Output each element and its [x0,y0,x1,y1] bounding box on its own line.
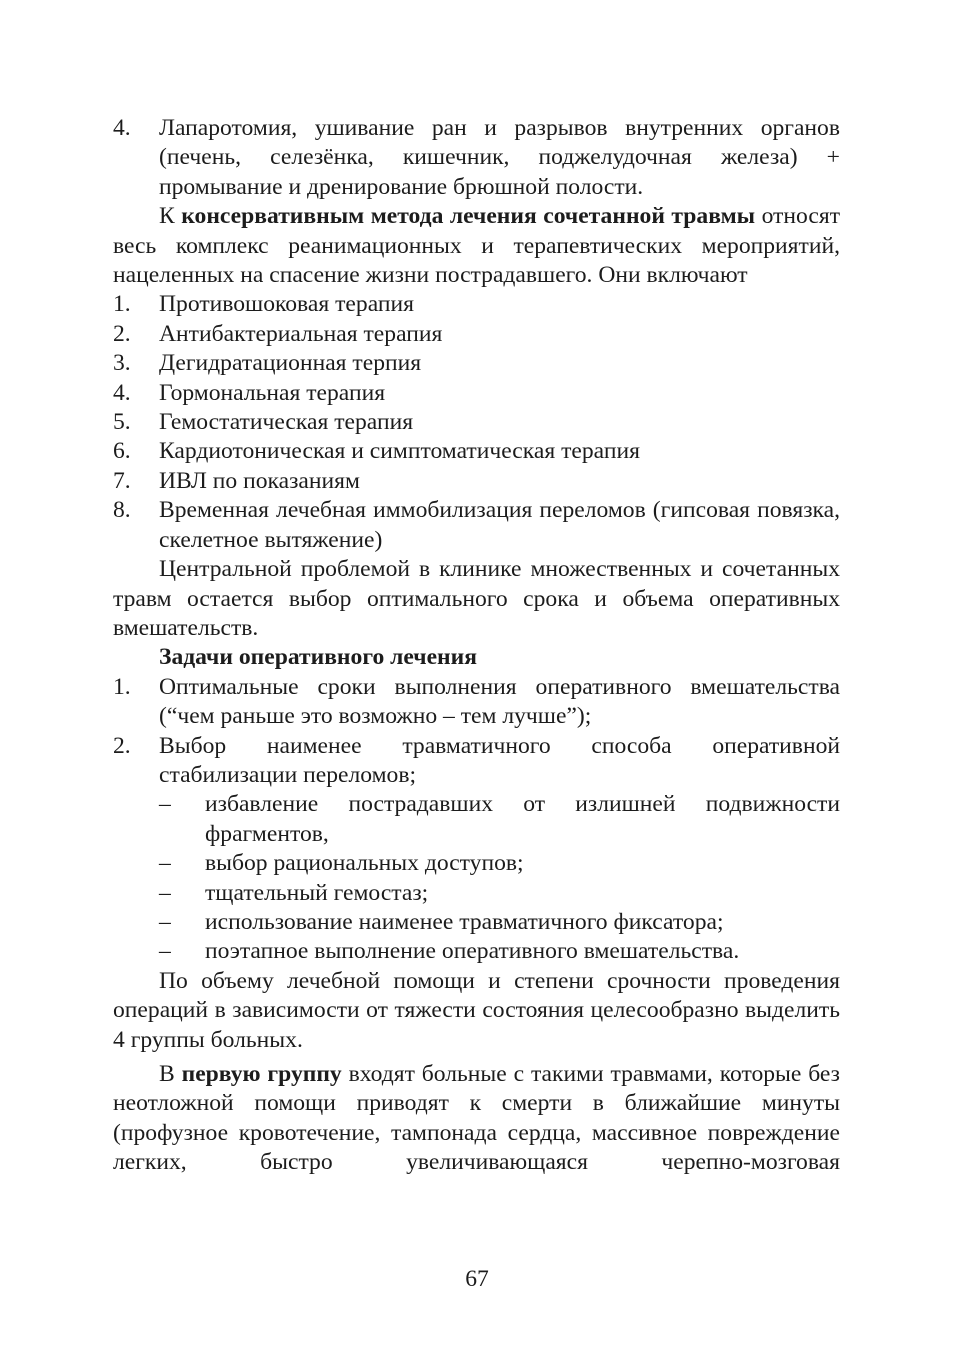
list-item-text: Противошоковая терапия [159,291,414,318]
dash-list-item [113,908,840,937]
list-number: 7. [113,467,131,494]
list-item-text: ИВЛ по показаниям [159,467,360,494]
list-item-text: Гемостатическая терапия [159,409,414,436]
list-item-text: Антибактериальная терапия [159,320,443,347]
paragraph-patient-groups: По объему лечебной помощи и степени срочности проведения операций в зависимости от тяжести состояния целесообразно выделить 4 группы больных. [113,967,840,1053]
list-item-text: Выбор наименее травматичного способа оперативной стабилизации переломов; [159,732,840,788]
therapy-list [113,290,840,555]
list-item-text: избавление пострадавших от излишней подвижности фрагментов, [205,791,840,847]
tasks-list [113,673,840,791]
dash-marker: – [159,879,171,906]
dash-list-item [113,937,840,966]
tasks-sublist [113,790,840,966]
list-item [113,290,840,319]
dash-marker: – [159,791,171,818]
list-number: 3. [113,350,131,377]
list-item-text: использование наименее травматичного фиксатора; [205,908,724,935]
list-item [113,349,840,378]
list-number: 5. [113,409,131,436]
list-item [113,496,840,555]
paragraph-central-problem: Центральной проблемой в клинике множественных и сочетанных травм остается выбор оптимального срока и объема оперативных вмешательств. [113,556,840,641]
list-number: 1. [113,673,131,700]
list-number: 2. [113,320,131,347]
list-item [113,320,840,349]
dash-marker: – [159,908,171,935]
paragraph-text: В [159,1061,182,1087]
list-item [113,437,840,466]
list-number: 8. [113,497,131,524]
bold-term: первую группу [181,1061,342,1087]
paragraph-text: относят весь комплекс реанимационных и терапевтических мероприятий, нацеленных на спасение жизни пострадавшего. Они включают [113,203,841,289]
list-item-text: Лапаротомия, ушивание ран и разрывов внутренних органов (печень, селезёнка, кишечник, поджелудочная железа) + промывание и дренирование брюшной полости. [159,115,840,200]
list-item [113,408,840,437]
paragraph-text: входят больные с такими травмами, которые без неотложной помощи приводят к смерти в ближайшие минуты (профузное кровотечение, тампонада сердца, массивное повреждение легких, быстро увеличивающаяся черепно-мозговая [113,1061,840,1176]
list-item-text: Дегидратационная терпия [159,350,422,377]
page-number: 67 [465,1266,489,1292]
list-item [113,732,840,791]
list-number: 6. [113,438,131,465]
page-body [113,114,840,1178]
paragraph-first-group [113,1060,840,1178]
list-number: 1. [113,291,131,318]
list-item-text: выбор рациональных доступов; [205,850,524,877]
dash-list-item [113,879,840,908]
dash-list-item [113,790,840,849]
list-item-text: поэтапное выполнение оперативного вмешательства. [205,938,740,965]
list-item-text: Гормональная терапия [159,379,386,406]
paragraph-conservative-methods [113,202,840,290]
list-number: 4. [113,379,131,406]
list-item-text: Оптимальные сроки выполнения оперативного вмешательства (“чем раньше это возможно – тем лучше”); [159,673,840,730]
list-item-text: Временная лечебная иммобилизация переломов (гипсовая повязка, скелетное вытяжение) [159,497,840,553]
list-item-text: Кардиотоническая и симптоматическая терапия [159,438,640,465]
bold-term: консервативным метода лечения сочетанной травмы [181,203,756,230]
list-item-laparotomy [113,114,840,202]
list-item [113,379,840,408]
list-number: 2. [113,732,131,759]
list-item [113,467,840,496]
dash-list-item [113,849,840,878]
list-number: 4. [113,115,131,141]
paragraph-text: К [159,203,182,230]
list-item [113,673,840,732]
dash-marker: – [159,938,171,965]
section-heading: Задачи оперативного лечения [159,644,477,671]
list-item-text: тщательный гемостаз; [205,879,429,906]
dash-marker: – [159,850,171,877]
